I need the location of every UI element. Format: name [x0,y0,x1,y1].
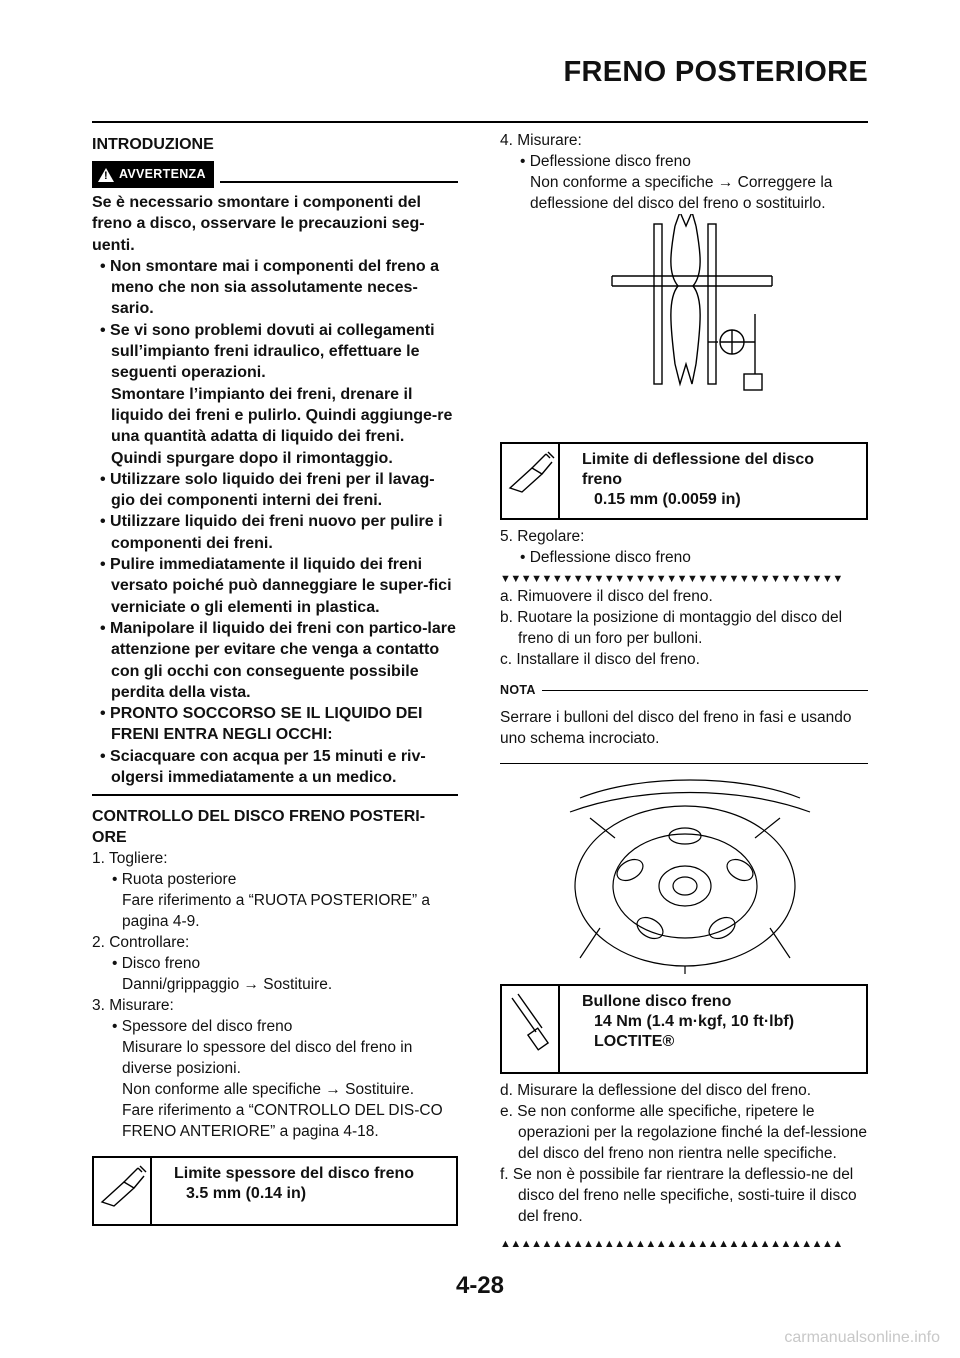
nota-text: Serrare i bulloni del disco del freno in fasi e usando uno schema incrociato. [500,709,852,747]
spec-box-thickness [92,1156,458,1226]
substep-b: b. Ruotare la posizione di montaggio del disco del freno di un foro per bulloni. [500,609,843,647]
step-5-item: • Deflessione disco freno [520,549,691,566]
warning-subtext: Smontare l’impianto dei freni, drenare il liquido dei freni e pulirlo. Quindi aggiunge-re una quantità adatta di liquido dei freni. Quindi spurgare dopo il rimontaggio. [111,385,453,467]
procedure-start-marker: ▼▼▼▼▼▼▼▼▼▼▼▼▼▼▼▼▼▼▼▼▼▼▼▼▼▼▼▼▼▼▼▼▼ [500,573,843,585]
warning-end-rule [92,794,458,796]
substep-a: a. Rimuovere il disco del freno. [500,588,713,605]
title-rule [92,121,868,123]
warning-item: • Sciacquare con acqua per 15 minuti e riv-olgersi immediatamente a un medico. [100,747,426,787]
step-2-item: • Disco freno [112,955,201,973]
step-3-item: • Spessore del disco freno [112,1018,293,1036]
step-1-item: • Ruota posteriore [112,871,237,889]
warning-item: • Non smontare mai i componenti del freno a meno che non sia assolutamente neces-sario. [100,257,439,318]
page-number: 4-28 [455,1272,505,1299]
step-3-text: Misurare lo spessore del disco del freno in diverse posizioni. [122,1039,413,1078]
warning-item: • Utilizzare liquido dei freni nuovo per pulire i componenti dei freni. [100,513,443,552]
step-1: 1. Togliere: [92,850,168,868]
spec-box-deflection [500,442,868,520]
spec-label: Bullone disco freno [582,993,732,1010]
spec-label: Limite spessore del disco freno [174,1165,415,1183]
intro-heading: INTRODUZIONE [92,136,214,153]
step-4-note: Non conforme a specifiche → Correggere la deflessione del disco del freno o sostituirlo. [530,174,833,212]
watermark: carmanualsonline.info [784,1329,940,1346]
warning-item: • Utilizzare solo liquido dei freni per il lavag-gio dei componenti interni dei freni. [100,470,435,510]
step-3-text: Fare riferimento a “CONTROLLO DEL DIS-CO FRENO ANTERIORE” a pagina 4-18. [122,1102,443,1141]
substep-f: f. Se non è possibile far rientrare la deflessio-ne del disco del freno nelle specifiche, sosti-tuire il disco del freno. [500,1166,857,1225]
substep-d: d. Misurare la deflessione del disco del freno. [500,1082,812,1099]
step-4-item: • Deflessione disco freno [520,153,691,170]
spec-value: 3.5 mm (0.14 in) [186,1185,307,1203]
warning-header [92,161,458,188]
left-column [92,134,458,1232]
step-3: 3. Misurare: [92,997,174,1015]
nota-label: NOTA [500,683,536,697]
caliper-icon [502,444,560,518]
spec-box-bolt [500,984,868,1074]
spec-label: Limite di deflessione del disco freno [582,451,815,488]
warning-item: • Se vi sono problemi dovuti ai collegamenti sull’impianto freni idraulico, effettuare le seguenti operazioni. [100,321,435,382]
right-column [500,130,868,1251]
deflection-figure [500,214,868,432]
brake-disc-figure [500,778,868,974]
warning-item: • Manipolare il liquido dei freni con partico-lare attenzione per evitare che venga a contatto con gli occhi con conseguente possibile perdita della vista. [100,619,456,701]
caliper-icon [94,1158,152,1224]
warning-line [220,181,458,183]
spec-value: 0.15 mm (0.0059 in) [594,491,741,508]
warning-badge [92,161,214,188]
warning-item: • PRONTO SOCCORSO SE IL LIQUIDO DEI FRENI ENTRA NEGLI OCCHI: [100,705,423,744]
procedure-end-marker: ▲▲▲▲▲▲▲▲▲▲▲▲▲▲▲▲▲▲▲▲▲▲▲▲▲▲▲▲▲▲▲▲▲ [500,1238,843,1250]
step-1-ref: Fare riferimento a “RUOTA POSTERIORE” a pagina 4-9. [122,892,431,931]
nota-end-rule [500,763,868,764]
spec-value: 14 Nm (1.4 m·kgf, 10 ft·lbf) [594,1013,795,1030]
substep-e: e. Se non conforme alle specifiche, ripetere le operazioni per la regolazione finché la def-lessione del disco del freno non rientra nelle specifiche. [500,1103,867,1162]
check-heading: CONTROLLO DEL DISCO FRENO POSTERI-ORE [92,808,426,847]
nota-line [542,690,868,691]
warning-intro: Se è necessario smontare i componenti del freno a disco, osservare le precauzioni seg-uenti. [92,194,425,254]
warning-item: • Pulire immediatamente il liquido dei freni versato poiché può danneggiare le super-fici verniciate o gli elementi in plastica. [100,556,452,616]
step-2: 2. Controllare: [92,934,190,952]
warning-label: AVVERTENZA [119,167,206,181]
step-2-note: Danni/grippaggio → Sostituire. [122,976,333,994]
spec-extra: LOCTITE® [594,1033,675,1050]
substep-c: c. Installare il disco del freno. [500,651,700,668]
step-5: 5. Regolare: [500,528,585,545]
step-3-text: Non conforme alle specifiche → Sostituire. [122,1081,415,1099]
torque-wrench-icon [502,986,560,1072]
nota-header [500,680,868,701]
step-4: 4. Misurare: [500,132,582,149]
page-title: FRENO POSTERIORE [563,56,868,88]
warning-icon: ! [98,168,114,182]
